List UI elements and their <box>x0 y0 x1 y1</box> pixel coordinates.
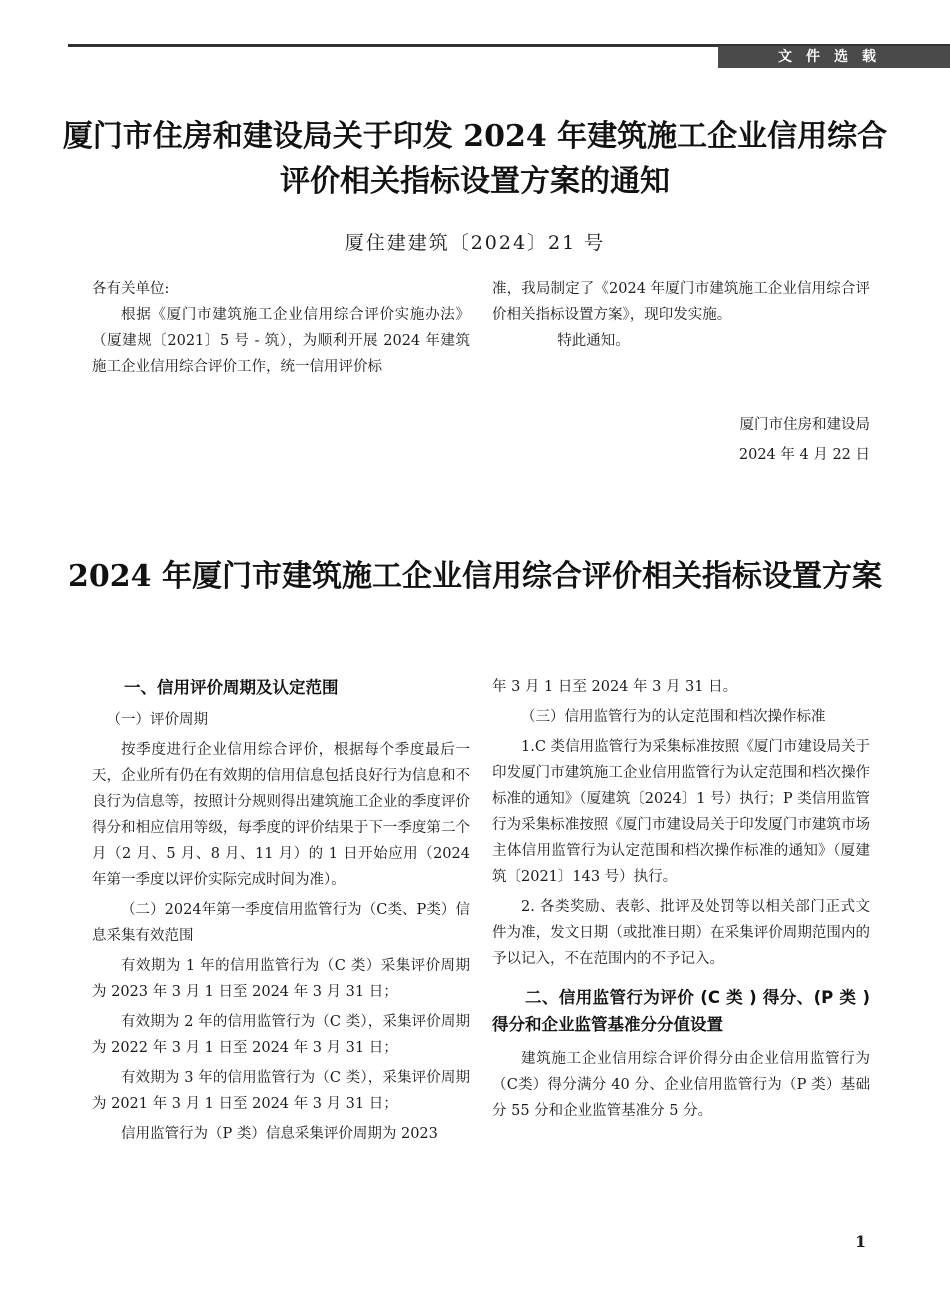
subsection-heading-1: （一）评价周期 <box>106 712 208 728</box>
notice-title: 厦门市住房和建设局关于印发 2024 年建筑施工企业信用综合评价相关指标设置方案的通知 <box>62 119 888 199</box>
section-heading-1: 一、信用评价周期及认定范围 <box>124 678 339 697</box>
plan-paragraph: 有效期为 2 年的信用监管行为（C 类），采集评价周期为 2022 年 3 月 1 日至 2024 年 3 月 31 日； <box>92 1014 470 1056</box>
notice-paragraph: 根据《厦门市建筑施工企业信用综合评价实施办法》（厦建规〔2021〕5 号 - 筑），为顺利开展 2024 年建筑施工企业信用综合评价工作，统一信用评价标 <box>92 307 470 375</box>
plan-paragraph: 2. 各类奖励、表彰、批评及处罚等以相关部门正式文件为准，发文日期（或批准日期）在采集评价周期范围内的予以记入，不在范围内的不予记入。 <box>492 899 870 967</box>
doc-number: 厦住建建筑〔2024〕21 号 <box>344 232 606 254</box>
plan-paragraph-cont: 年 3 月 1 日至 2024 年 3 月 31 日。 <box>492 679 738 695</box>
section-heading-2: 二、信用监管行为评价 (C 类 ) 得分、(P 类 ) 得分和企业监管基准分分值设置 <box>492 988 870 1034</box>
plan-paragraph: 有效期为 3 年的信用监管行为（C 类），采集评价周期为 2021 年 3 月 1 日至 2024 年 3 月 31 日； <box>92 1070 470 1112</box>
signature-block <box>492 412 870 468</box>
plan-paragraph: 信用监管行为（P 类）信息采集评价周期为 2023 <box>121 1126 438 1142</box>
notice-left-column <box>92 276 470 380</box>
plan-paragraph: 有效期为 1 年的信用监管行为（C 类）采集评价周期为 2023 年 3 月 1 日至 2024 年 3 月 31 日； <box>92 958 470 1000</box>
notice-right-column <box>492 276 870 354</box>
subsection-heading-3: （三）信用监管行为的认定范围和档次操作标准 <box>521 709 826 725</box>
plan-paragraph: 按季度进行企业信用综合评价，根据每个季度最后一天，企业所有仍在有效期的信用信息包括良好行为信息和不良行为信息等，按照计分规则得出建筑施工企业的季度评价得分和相应信用等级，每季度的评价结果于下一季度第二个月（2 月、5 月、8 月、11 月）的 1 日开始应用（2024 年第一季度以评价实际完成时间为准）。 <box>92 742 470 888</box>
signature-date: 2024 年 4 月 22 日 <box>738 447 870 463</box>
page-number: 1 <box>855 1232 867 1251</box>
signature-org: 厦门市住房和建设局 <box>739 417 870 433</box>
subsection-heading-2: （二）2024年第一季度信用监管行为（C类、P类）信息采集有效范围 <box>92 902 470 944</box>
plan-paragraph: 建筑施工企业信用综合评价得分由企业信用监管行为（C类）得分满分 40 分、企业信用监管行为（P 类）基础分 55 分和企业监管基准分 5 分。 <box>492 1051 870 1119</box>
section-label: 文件选载 <box>718 46 950 68</box>
plan-right-column <box>492 674 870 1124</box>
salutation: 各有关单位: <box>92 281 170 297</box>
plan-title: 2024 年厦门市建筑施工企业信用综合评价相关指标设置方案 <box>68 559 882 594</box>
notice-paragraph-cont: 准，我局制定了《2024 年厦门市建筑施工企业信用综合评价相关指标设置方案》，现印发实施。 <box>492 281 870 323</box>
closing-phrase: 特此通知。 <box>557 333 630 349</box>
plan-left-column <box>92 674 470 1147</box>
plan-paragraph: 1.C 类信用监管行为采集标准按照《厦门市建设局关于印发厦门市建筑施工企业信用监管行为认定范围和档次操作标准的通知》（厦建筑〔2024〕1 号）执行；P 类信用监管行为采集标准按照《厦门市建设局关于印发厦门市建筑市场主体信用监管行为认定范围和档次操作标准的通知》（厦建筑〔2021〕143 号）执行。 <box>492 739 870 885</box>
